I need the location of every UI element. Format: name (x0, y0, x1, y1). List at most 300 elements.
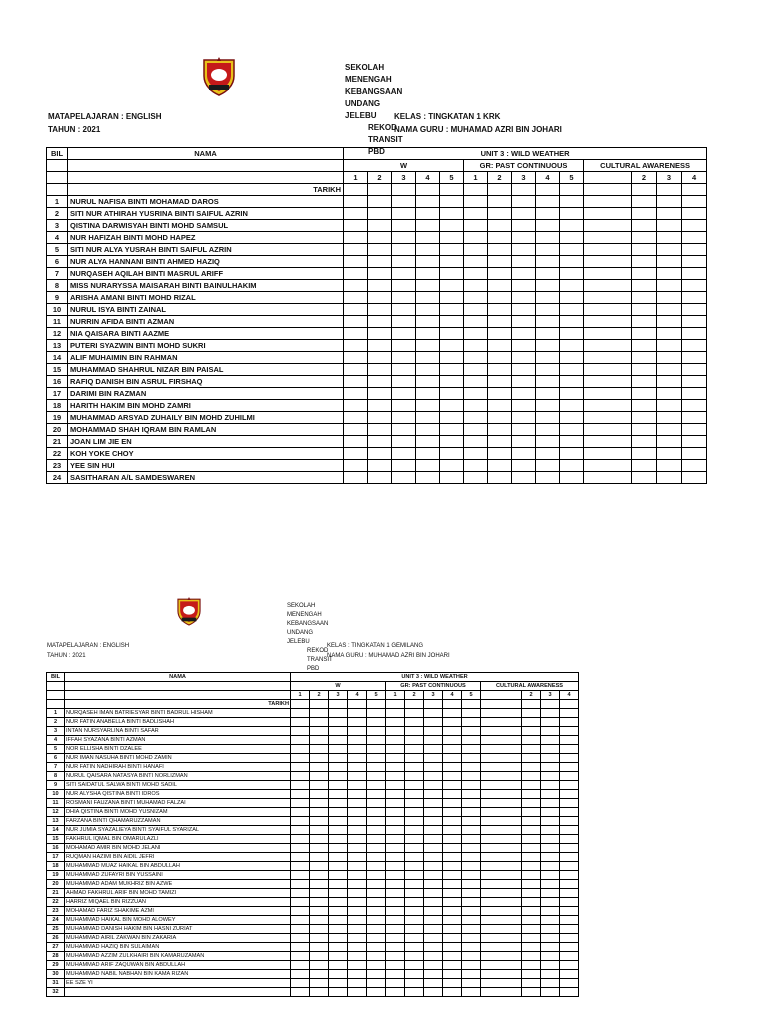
score-cell[interactable] (440, 244, 464, 256)
score-cell[interactable] (424, 934, 443, 943)
score-cell[interactable] (310, 961, 329, 970)
score-cell[interactable] (682, 232, 707, 244)
score-cell[interactable] (291, 979, 310, 988)
score-cell[interactable] (560, 817, 579, 826)
score-cell[interactable] (440, 196, 464, 208)
score-cell[interactable] (367, 943, 386, 952)
score-cell[interactable] (329, 988, 348, 997)
score-cell[interactable] (440, 436, 464, 448)
score-cell[interactable] (416, 400, 440, 412)
score-cell[interactable] (386, 934, 405, 943)
score-cell[interactable] (488, 436, 512, 448)
score-cell[interactable] (329, 718, 348, 727)
score-cell[interactable] (481, 763, 522, 772)
score-cell[interactable] (584, 400, 632, 412)
score-cell[interactable] (405, 952, 424, 961)
score-cell[interactable] (416, 376, 440, 388)
score-cell[interactable] (481, 862, 522, 871)
score-cell[interactable] (405, 709, 424, 718)
score-cell[interactable] (443, 889, 462, 898)
score-cell[interactable] (488, 256, 512, 268)
score-cell[interactable] (522, 961, 541, 970)
score-cell[interactable] (291, 880, 310, 889)
score-cell[interactable] (512, 220, 536, 232)
score-cell[interactable] (344, 436, 368, 448)
score-cell[interactable] (440, 340, 464, 352)
score-cell[interactable] (560, 328, 584, 340)
score-cell[interactable] (560, 916, 579, 925)
score-cell[interactable] (291, 799, 310, 808)
score-cell[interactable] (522, 745, 541, 754)
score-cell[interactable] (368, 340, 392, 352)
score-cell[interactable] (541, 916, 560, 925)
score-cell[interactable] (522, 889, 541, 898)
score-cell[interactable] (682, 316, 707, 328)
score-cell[interactable] (344, 460, 368, 472)
score-cell[interactable] (310, 880, 329, 889)
score-cell[interactable] (310, 952, 329, 961)
score-cell[interactable] (424, 853, 443, 862)
score-cell[interactable] (462, 727, 481, 736)
score-cell[interactable] (632, 196, 657, 208)
score-cell[interactable] (541, 934, 560, 943)
score-cell[interactable] (584, 196, 632, 208)
score-cell[interactable] (310, 979, 329, 988)
score-cell[interactable] (682, 244, 707, 256)
score-cell[interactable] (443, 835, 462, 844)
score-cell[interactable] (310, 934, 329, 943)
score-cell[interactable] (440, 292, 464, 304)
score-cell[interactable] (536, 232, 560, 244)
score-cell[interactable] (488, 400, 512, 412)
score-cell[interactable] (443, 916, 462, 925)
score-cell[interactable] (560, 925, 579, 934)
score-cell[interactable] (464, 340, 488, 352)
score-cell[interactable] (310, 763, 329, 772)
score-cell[interactable] (348, 979, 367, 988)
score-cell[interactable] (367, 709, 386, 718)
score-cell[interactable] (405, 970, 424, 979)
score-cell[interactable] (522, 709, 541, 718)
score-cell[interactable] (464, 400, 488, 412)
score-cell[interactable] (386, 790, 405, 799)
score-cell[interactable] (541, 790, 560, 799)
score-cell[interactable] (464, 436, 488, 448)
score-cell[interactable] (522, 988, 541, 997)
score-cell[interactable] (462, 889, 481, 898)
score-cell[interactable] (541, 754, 560, 763)
score-cell[interactable] (512, 472, 536, 484)
score-cell[interactable] (536, 304, 560, 316)
score-cell[interactable] (464, 292, 488, 304)
score-cell[interactable] (405, 907, 424, 916)
score-cell[interactable] (443, 979, 462, 988)
score-cell[interactable] (541, 772, 560, 781)
score-cell[interactable] (682, 388, 707, 400)
score-cell[interactable] (416, 460, 440, 472)
score-cell[interactable] (512, 244, 536, 256)
score-cell[interactable] (632, 304, 657, 316)
score-cell[interactable] (416, 352, 440, 364)
score-cell[interactable] (682, 268, 707, 280)
score-cell[interactable] (657, 424, 682, 436)
score-cell[interactable] (560, 988, 579, 997)
score-cell[interactable] (512, 412, 536, 424)
score-cell[interactable] (522, 781, 541, 790)
score-cell[interactable] (368, 316, 392, 328)
score-cell[interactable] (584, 412, 632, 424)
score-cell[interactable] (682, 208, 707, 220)
score-cell[interactable] (392, 364, 416, 376)
score-cell[interactable] (440, 352, 464, 364)
score-cell[interactable] (310, 862, 329, 871)
score-cell[interactable] (367, 916, 386, 925)
score-cell[interactable] (443, 871, 462, 880)
score-cell[interactable] (522, 790, 541, 799)
score-cell[interactable] (405, 844, 424, 853)
score-cell[interactable] (488, 304, 512, 316)
score-cell[interactable] (416, 304, 440, 316)
score-cell[interactable] (522, 943, 541, 952)
score-cell[interactable] (405, 727, 424, 736)
score-cell[interactable] (440, 268, 464, 280)
score-cell[interactable] (443, 754, 462, 763)
score-cell[interactable] (682, 220, 707, 232)
score-cell[interactable] (367, 808, 386, 817)
score-cell[interactable] (682, 400, 707, 412)
score-cell[interactable] (462, 880, 481, 889)
score-cell[interactable] (367, 844, 386, 853)
score-cell[interactable] (481, 880, 522, 889)
score-cell[interactable] (522, 844, 541, 853)
score-cell[interactable] (416, 436, 440, 448)
score-cell[interactable] (443, 718, 462, 727)
score-cell[interactable] (329, 889, 348, 898)
score-cell[interactable] (512, 232, 536, 244)
score-cell[interactable] (632, 292, 657, 304)
score-cell[interactable] (310, 871, 329, 880)
score-cell[interactable] (291, 952, 310, 961)
score-cell[interactable] (348, 853, 367, 862)
score-cell[interactable] (368, 472, 392, 484)
score-cell[interactable] (536, 364, 560, 376)
score-cell[interactable] (512, 352, 536, 364)
score-cell[interactable] (632, 244, 657, 256)
score-cell[interactable] (368, 256, 392, 268)
score-cell[interactable] (657, 316, 682, 328)
score-cell[interactable] (462, 979, 481, 988)
score-cell[interactable] (443, 709, 462, 718)
score-cell[interactable] (657, 448, 682, 460)
score-cell[interactable] (348, 988, 367, 997)
score-cell[interactable] (657, 208, 682, 220)
score-cell[interactable] (462, 934, 481, 943)
score-cell[interactable] (584, 340, 632, 352)
score-cell[interactable] (291, 907, 310, 916)
score-cell[interactable] (424, 970, 443, 979)
score-cell[interactable] (424, 808, 443, 817)
score-cell[interactable] (536, 412, 560, 424)
score-cell[interactable] (291, 745, 310, 754)
score-cell[interactable] (512, 388, 536, 400)
score-cell[interactable] (329, 709, 348, 718)
score-cell[interactable] (367, 745, 386, 754)
score-cell[interactable] (367, 862, 386, 871)
score-cell[interactable] (386, 880, 405, 889)
score-cell[interactable] (560, 907, 579, 916)
score-cell[interactable] (329, 826, 348, 835)
score-cell[interactable] (367, 961, 386, 970)
score-cell[interactable] (560, 763, 579, 772)
score-cell[interactable] (367, 781, 386, 790)
score-cell[interactable] (560, 898, 579, 907)
score-cell[interactable] (464, 208, 488, 220)
score-cell[interactable] (657, 460, 682, 472)
score-cell[interactable] (424, 772, 443, 781)
score-cell[interactable] (522, 853, 541, 862)
score-cell[interactable] (541, 835, 560, 844)
score-cell[interactable] (632, 424, 657, 436)
score-cell[interactable] (541, 817, 560, 826)
score-cell[interactable] (488, 208, 512, 220)
score-cell[interactable] (560, 835, 579, 844)
score-cell[interactable] (657, 472, 682, 484)
score-cell[interactable] (657, 268, 682, 280)
score-cell[interactable] (424, 907, 443, 916)
score-cell[interactable] (682, 412, 707, 424)
score-cell[interactable] (632, 472, 657, 484)
score-cell[interactable] (488, 412, 512, 424)
score-cell[interactable] (367, 835, 386, 844)
score-cell[interactable] (291, 988, 310, 997)
score-cell[interactable] (368, 424, 392, 436)
score-cell[interactable] (632, 388, 657, 400)
score-cell[interactable] (405, 808, 424, 817)
score-cell[interactable] (310, 916, 329, 925)
score-cell[interactable] (344, 424, 368, 436)
score-cell[interactable] (386, 826, 405, 835)
score-cell[interactable] (522, 817, 541, 826)
score-cell[interactable] (462, 709, 481, 718)
score-cell[interactable] (541, 709, 560, 718)
score-cell[interactable] (416, 388, 440, 400)
score-cell[interactable] (560, 853, 579, 862)
score-cell[interactable] (310, 943, 329, 952)
score-cell[interactable] (522, 916, 541, 925)
score-cell[interactable] (462, 916, 481, 925)
score-cell[interactable] (512, 268, 536, 280)
score-cell[interactable] (424, 916, 443, 925)
score-cell[interactable] (443, 826, 462, 835)
score-cell[interactable] (541, 871, 560, 880)
score-cell[interactable] (329, 736, 348, 745)
score-cell[interactable] (657, 340, 682, 352)
score-cell[interactable] (291, 718, 310, 727)
score-cell[interactable] (386, 853, 405, 862)
score-cell[interactable] (291, 871, 310, 880)
score-cell[interactable] (424, 844, 443, 853)
score-cell[interactable] (386, 754, 405, 763)
score-cell[interactable] (440, 448, 464, 460)
score-cell[interactable] (386, 916, 405, 925)
score-cell[interactable] (310, 808, 329, 817)
score-cell[interactable] (512, 292, 536, 304)
score-cell[interactable] (348, 889, 367, 898)
score-cell[interactable] (392, 268, 416, 280)
score-cell[interactable] (584, 244, 632, 256)
score-cell[interactable] (367, 826, 386, 835)
score-cell[interactable] (560, 781, 579, 790)
score-cell[interactable] (560, 961, 579, 970)
score-cell[interactable] (488, 472, 512, 484)
score-cell[interactable] (632, 268, 657, 280)
score-cell[interactable] (560, 232, 584, 244)
score-cell[interactable] (368, 304, 392, 316)
score-cell[interactable] (368, 436, 392, 448)
score-cell[interactable] (522, 754, 541, 763)
score-cell[interactable] (368, 244, 392, 256)
score-cell[interactable] (522, 862, 541, 871)
score-cell[interactable] (405, 853, 424, 862)
score-cell[interactable] (291, 970, 310, 979)
score-cell[interactable] (481, 907, 522, 916)
score-cell[interactable] (541, 808, 560, 817)
score-cell[interactable] (512, 424, 536, 436)
score-cell[interactable] (584, 472, 632, 484)
score-cell[interactable] (541, 862, 560, 871)
score-cell[interactable] (560, 862, 579, 871)
score-cell[interactable] (541, 988, 560, 997)
score-cell[interactable] (536, 448, 560, 460)
score-cell[interactable] (512, 448, 536, 460)
score-cell[interactable] (657, 412, 682, 424)
score-cell[interactable] (541, 844, 560, 853)
score-cell[interactable] (536, 436, 560, 448)
score-cell[interactable] (424, 799, 443, 808)
score-cell[interactable] (344, 232, 368, 244)
score-cell[interactable] (682, 256, 707, 268)
score-cell[interactable] (310, 817, 329, 826)
score-cell[interactable] (392, 448, 416, 460)
score-cell[interactable] (416, 232, 440, 244)
score-cell[interactable] (488, 424, 512, 436)
score-cell[interactable] (440, 460, 464, 472)
score-cell[interactable] (348, 754, 367, 763)
score-cell[interactable] (560, 448, 584, 460)
score-cell[interactable] (344, 196, 368, 208)
score-cell[interactable] (329, 943, 348, 952)
score-cell[interactable] (462, 754, 481, 763)
score-cell[interactable] (392, 304, 416, 316)
score-cell[interactable] (481, 781, 522, 790)
score-cell[interactable] (291, 961, 310, 970)
score-cell[interactable] (416, 316, 440, 328)
score-cell[interactable] (291, 772, 310, 781)
score-cell[interactable] (310, 835, 329, 844)
score-cell[interactable] (368, 448, 392, 460)
score-cell[interactable] (310, 889, 329, 898)
score-cell[interactable] (560, 196, 584, 208)
score-cell[interactable] (392, 388, 416, 400)
score-cell[interactable] (657, 304, 682, 316)
score-cell[interactable] (386, 835, 405, 844)
score-cell[interactable] (512, 364, 536, 376)
score-cell[interactable] (536, 472, 560, 484)
score-cell[interactable] (424, 745, 443, 754)
score-cell[interactable] (536, 424, 560, 436)
score-cell[interactable] (560, 244, 584, 256)
score-cell[interactable] (348, 772, 367, 781)
score-cell[interactable] (440, 208, 464, 220)
score-cell[interactable] (348, 943, 367, 952)
score-cell[interactable] (512, 208, 536, 220)
score-cell[interactable] (522, 826, 541, 835)
score-cell[interactable] (405, 979, 424, 988)
score-cell[interactable] (416, 196, 440, 208)
score-cell[interactable] (416, 412, 440, 424)
score-cell[interactable] (464, 256, 488, 268)
score-cell[interactable] (405, 988, 424, 997)
score-cell[interactable] (440, 412, 464, 424)
score-cell[interactable] (541, 943, 560, 952)
score-cell[interactable] (560, 709, 579, 718)
score-cell[interactable] (440, 424, 464, 436)
score-cell[interactable] (367, 817, 386, 826)
score-cell[interactable] (392, 424, 416, 436)
score-cell[interactable] (584, 280, 632, 292)
score-cell[interactable] (443, 799, 462, 808)
score-cell[interactable] (541, 961, 560, 970)
score-cell[interactable] (310, 826, 329, 835)
score-cell[interactable] (416, 364, 440, 376)
score-cell[interactable] (367, 763, 386, 772)
score-cell[interactable] (348, 961, 367, 970)
score-cell[interactable] (522, 763, 541, 772)
score-cell[interactable] (291, 763, 310, 772)
score-cell[interactable] (443, 943, 462, 952)
score-cell[interactable] (536, 244, 560, 256)
score-cell[interactable] (416, 328, 440, 340)
score-cell[interactable] (424, 763, 443, 772)
score-cell[interactable] (632, 376, 657, 388)
score-cell[interactable] (657, 196, 682, 208)
score-cell[interactable] (291, 727, 310, 736)
score-cell[interactable] (488, 244, 512, 256)
score-cell[interactable] (344, 472, 368, 484)
score-cell[interactable] (392, 472, 416, 484)
score-cell[interactable] (424, 943, 443, 952)
score-cell[interactable] (560, 970, 579, 979)
score-cell[interactable] (462, 808, 481, 817)
score-cell[interactable] (657, 376, 682, 388)
score-cell[interactable] (443, 853, 462, 862)
score-cell[interactable] (440, 472, 464, 484)
score-cell[interactable] (481, 727, 522, 736)
score-cell[interactable] (632, 220, 657, 232)
score-cell[interactable] (536, 328, 560, 340)
score-cell[interactable] (584, 268, 632, 280)
score-cell[interactable] (560, 268, 584, 280)
score-cell[interactable] (416, 280, 440, 292)
score-cell[interactable] (488, 316, 512, 328)
score-cell[interactable] (424, 835, 443, 844)
score-cell[interactable] (682, 460, 707, 472)
score-cell[interactable] (522, 772, 541, 781)
score-cell[interactable] (464, 472, 488, 484)
score-cell[interactable] (522, 979, 541, 988)
score-cell[interactable] (657, 400, 682, 412)
score-cell[interactable] (462, 943, 481, 952)
